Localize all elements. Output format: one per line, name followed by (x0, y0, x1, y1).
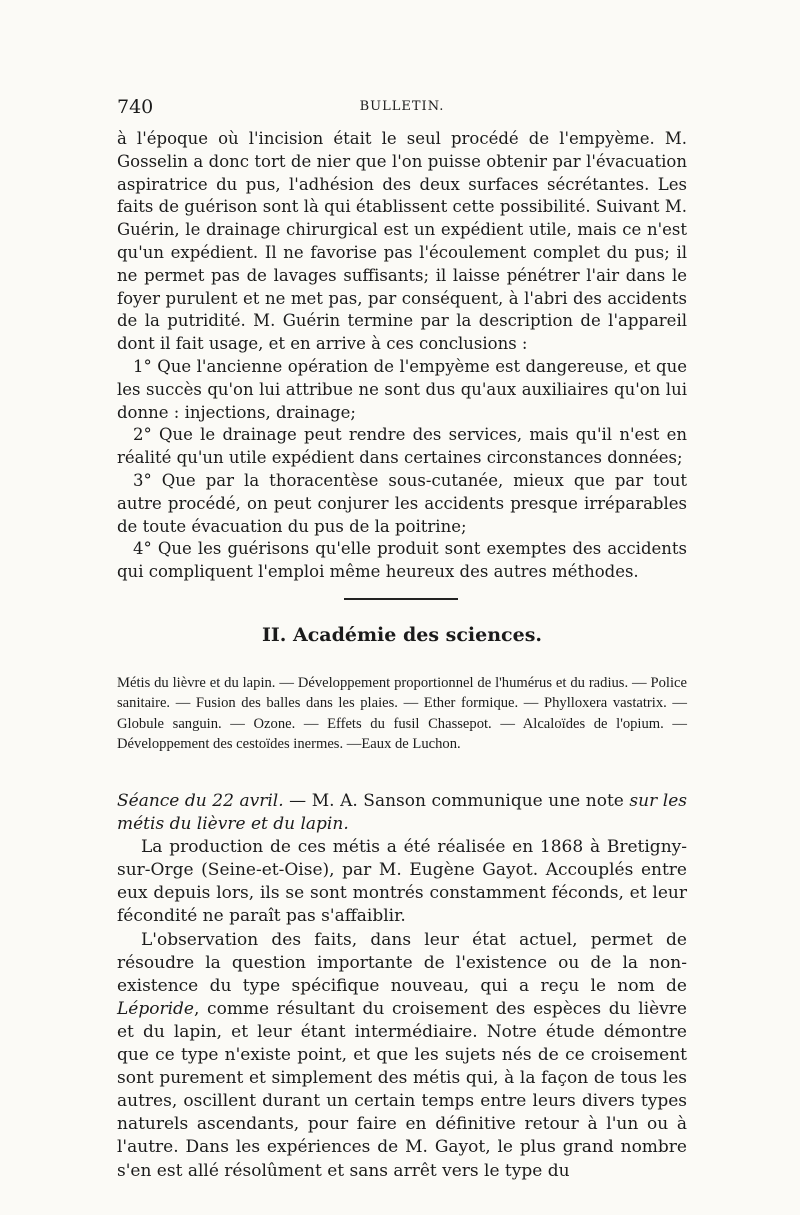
section-divider (344, 598, 458, 600)
seance-date: Séance du 22 avril. (117, 791, 284, 811)
page-number: 740 (117, 96, 154, 118)
guerin-text-block (117, 128, 687, 584)
conclusion-2: 2° Que le drainage peut rendre des services, mais qu'il n'est en réalité qu'un utile expédient dans certaines circonstances données; (117, 425, 687, 468)
observation-paragraph (117, 929, 687, 1183)
observation-text-start: L'observation des faits, dans leur état actuel, permet de résoudre la question importante de l'existence ou de la non-existence du type spécifique nouveau, qui a reçu le nom de (117, 929, 687, 996)
observation-text-end: , comme résultant du croisement des espèces du lièvre et du lapin, et leur étant intermédiaire. Notre étude démontre que ce type n'existe point, et que les sujets nés de ce croisement sont purement et simplement des métis qui, à la façon de tous les autres, oscillent durant un certain temps entre leurs divers types naturels ascendants, pour faire en définitive retour à l'un ou à l'autre. Dans les expériences de M. Gayot, le plus grand nombre s'en est allé résolûment et sans arrêt vers le type du (117, 998, 687, 1181)
running-head: BULLETIN. (359, 99, 445, 114)
section-title: II. Académie des sciences. (261, 624, 543, 646)
section-summary: Métis du lièvre et du lapin. — Développement proportionnel de l'humérus et du radius. — Police sanitaire. — Fusion des balles dans les plaies. — Ether formique. — Phylloxera vastatrix. — Globule sanguin. — Ozone. — Effets du fusil Chassepot. — Alcaloïdes de l'opium. — Développement des cestoïdes inermes. —Eaux de Luchon. (117, 675, 687, 752)
seance-note-title: sur les métis du lièvre et du lapin. (117, 791, 687, 835)
conclusion-1: 1° Que l'ancienne opération de l'empyème est dangereuse, et que les succès qu'on lui attribue ne sont dus qu'aux auxiliaires qu'on lui donne : injections, drainage; (117, 356, 687, 422)
seance-lead: — M. A. Sanson communique une note (283, 791, 630, 811)
page-header (117, 96, 687, 122)
conclusion-4: 4° Que les guérisons qu'elle produit sont exemptes des accidents qui compliquent l'emploi même heureux des autres méthodes. (117, 539, 687, 582)
production-paragraph: La production de ces métis a été réalisée en 1868 à Bretigny-sur-Orge (Seine-et-Oise), par M. Eugène Gayot. Accouplés entre eux depuis lors, ils se sont montrés constamment féconds, et leur fécondité ne paraît pas s'affaiblir. (117, 837, 687, 927)
leporide-term: Léporide (117, 998, 194, 1019)
seance-intro (117, 790, 687, 836)
conclusion-3: 3° Que par la thoracentèse sous-cutanée, mieux que par tout autre procédé, on peut conjurer les accidents presque irréparables de toute évacuation du pus de la poitrine; (117, 470, 687, 536)
intro-paragraph: à l'époque où l'incision était le seul procédé de l'empyème. M. Gosselin a donc tort de nier que l'on puisse obtenir par l'évacuation aspiratrice du pus, l'adhésion des deux surfaces sécrétantes. Les faits de guérison sont là qui établissent cette possibilité. Suivant M. Guérin, le drainage chirurgical est un expédient utile, mais ce n'est qu'un expédient. Il ne favorise pas l'écoulement complet du pus; il ne permet pas de lavages suffisants; il laisse pénétrer l'air dans le foyer purulent et ne met pas, par conséquent, à l'abri des accidents de la putridité. M. Guérin termine par la description de l'appareil dont il fait usage, et en arrive à ces conclusions : (117, 129, 687, 354)
seance-text-block (117, 790, 687, 1183)
